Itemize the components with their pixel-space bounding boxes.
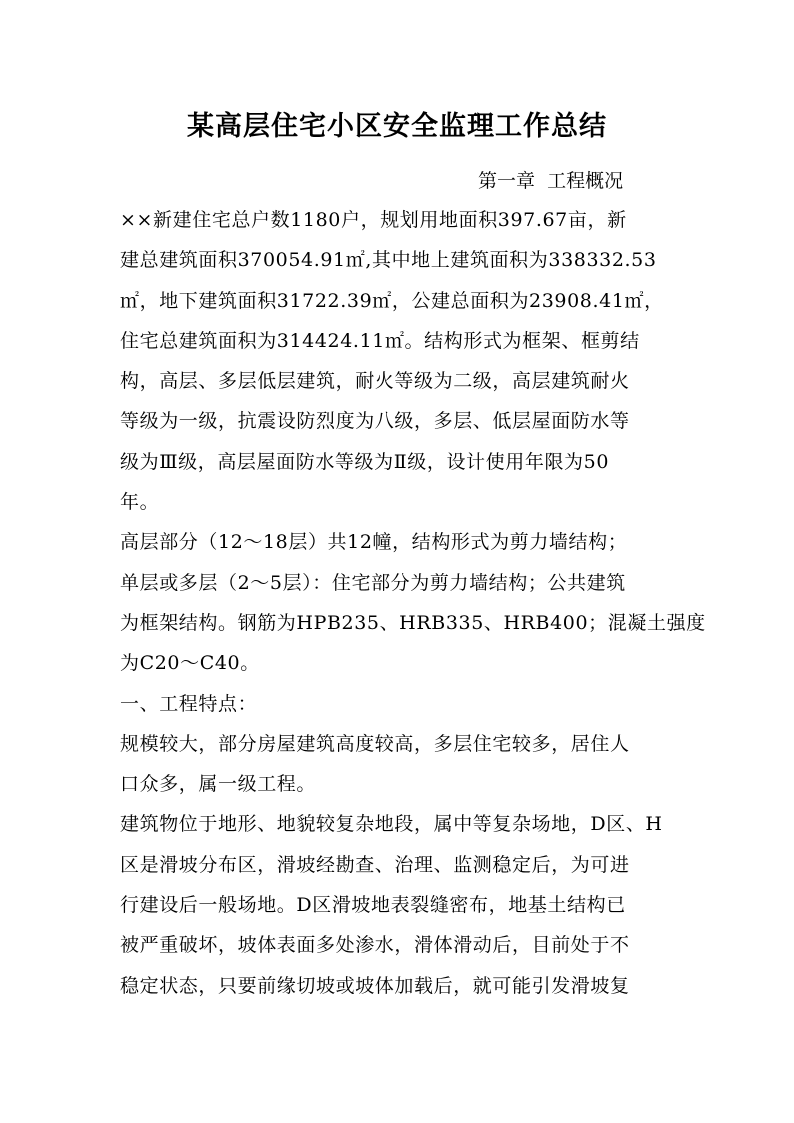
text-line: 年。 xyxy=(120,491,160,514)
text-line: 行建设后一般场地。D区滑坡地表裂缝密布，地基土结构已 xyxy=(120,894,626,917)
text-line: 规模较大，部分房屋建筑高度较高，多层住宅较多，居住人 xyxy=(120,732,630,755)
text-line: 单层或多层（2～5层）：住宅部分为剪力墙结构；公共建筑 xyxy=(120,571,626,594)
text-line: 为框架结构。钢筋为HPB235、HRB335、HRB400；混凝土强度 xyxy=(120,611,706,634)
text-line: 为C20～C40。 xyxy=(120,652,260,675)
text-line: 被严重破坏，坡体表面多处渗水，滑体滑动后，目前处于不 xyxy=(120,934,630,957)
text-line: ××新建住宅总户数1180户，规划用地面积397.67亩，新 xyxy=(120,209,627,231)
text-line: 建筑物位于地形、地貌较复杂地段，属中等复杂场地，D区、H xyxy=(120,813,663,836)
text-line: 高层部分（12～18层）共12幢，结构形式为剪力墙结构； xyxy=(120,531,628,554)
paragraph xyxy=(120,684,700,724)
text-line: 构，高层、多层低层建筑，耐火等级为二级，高层建筑耐火 xyxy=(120,370,630,393)
text-line: 口众多，属一级工程。 xyxy=(120,773,317,796)
chapter-heading: 第一章 工程概况 xyxy=(478,170,624,192)
text-line: 级为Ⅲ级，高层屋面防水等级为Ⅱ级，设计使用年限为50 xyxy=(120,450,610,473)
text-line: 一、工程特点： xyxy=(120,692,258,715)
text-line: 等级为一级，抗震设防烈度为八级，多层、低层屋面防水等 xyxy=(120,410,630,433)
text-line: 稳定状态，只要前缘切坡或坡体加载后，就可能引发滑坡复 xyxy=(120,974,630,997)
paragraph xyxy=(120,522,706,683)
document-title: 某高层住宅小区安全监理工作总结 xyxy=(187,111,607,142)
text-line: 建总建筑面积370054.91㎡,其中地上建筑面积为338332.53 xyxy=(120,249,657,272)
document-body xyxy=(120,200,706,1006)
paragraph xyxy=(120,200,700,522)
text-line: 区是滑坡分布区，滑坡经勘查、治理、监测稳定后，为可进 xyxy=(120,853,630,876)
text-line: 住宅总建筑面积为314424.11㎡。结构形式为框架、框剪结 xyxy=(120,329,640,352)
paragraph xyxy=(120,804,700,1005)
text-line: ㎡，地下建筑面积31722.39㎡，公建总面积为23908.41㎡， xyxy=(120,289,664,312)
paragraph xyxy=(120,724,700,805)
